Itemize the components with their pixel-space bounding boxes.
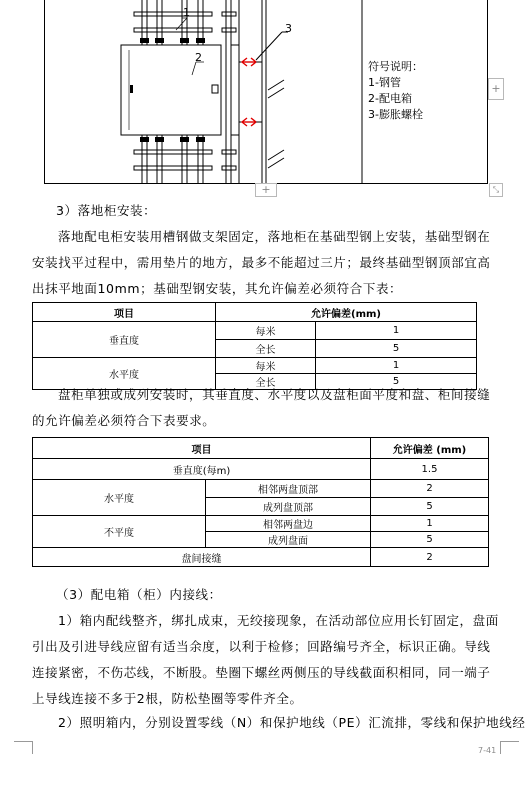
table1-cell: 全长: [216, 340, 316, 358]
table2-cell: 2: [371, 480, 489, 498]
base-steel-tolerance-table: [32, 302, 477, 390]
resize-icon: ⤡: [492, 185, 500, 194]
table2-cell: 5: [371, 498, 489, 516]
add-column-button[interactable]: [488, 78, 504, 100]
table2-row-seam: 盘间接缝: [33, 548, 371, 567]
legend-item-steel-pipe: 1-钢管: [368, 76, 401, 89]
callout-3: 3: [285, 22, 292, 35]
legend-item-expansion-bolt: 3-膨胀螺栓: [368, 108, 423, 121]
table2-header-item: 项目: [33, 438, 371, 459]
figure-legend: [368, 59, 423, 123]
table1-cell: 5: [316, 374, 477, 390]
wiring-heading: （3）配电箱（柜）内接线：: [56, 587, 222, 602]
legend-title: 符号说明：: [368, 60, 423, 73]
legend-item-distribution-box: 2-配电箱: [368, 92, 412, 105]
table1-cell: 全长: [216, 374, 316, 390]
page-corner-mark-right: [500, 741, 519, 754]
table2-cell: 1: [371, 516, 489, 532]
cabinet-tolerance-table: [32, 437, 489, 567]
table1-group-vertical: 垂直度: [33, 322, 216, 358]
table2-cell: 5: [371, 532, 489, 548]
table2-header-tolerance: 允许偏差 (mm): [371, 438, 489, 459]
distribution-box-front: [121, 45, 221, 135]
callout-1: 1: [183, 6, 190, 19]
table1-header-tolerance: 允许偏差(mm): [216, 303, 477, 322]
table2-cell: 成列盘面: [206, 532, 371, 548]
table2-cell: 1.5: [371, 459, 489, 480]
table2-row-vertical: 垂直度(每m): [33, 459, 371, 480]
callout-2: 2: [195, 51, 202, 64]
wiring-paragraph-1: 1）箱内配线整齐，绑扎成束，无绞接现象，在活动部位应用长钉固定，盘面引出及引进导线应留有适当余度，以利于检修；回路编号齐全，标识正确。导线连接紧密，不伤芯线，不断股。垫圈下螺丝两侧压的导线截面积相同，同一端子上导线连接不多于2根，防松垫圈等零件齐全。: [32, 613, 499, 706]
table1-cell: 每米: [216, 322, 316, 340]
plus-icon: +: [261, 183, 271, 196]
page-number: 7-41: [478, 746, 497, 755]
table1-group-level: 水平度: [33, 358, 216, 390]
cabinet-tolerance-text: 盘柜单独或成列安装时，其垂直度、水平度以及盘柜面平度和盘、柜间接缝的允许偏差必须符合下表要求。: [32, 387, 491, 428]
table2-group-flatness: 不平度: [33, 516, 206, 548]
page-corner-mark-left: [14, 741, 33, 754]
wiring-paragraph-2: 2）照明箱内，分别设置零线（N）和保护地线（PE）汇流排，零线和保护地线经: [58, 715, 526, 730]
table2-cell: 成列盘顶部: [206, 498, 371, 516]
table2-cell: 相邻两盘顶部: [206, 480, 371, 498]
table2-cell: 2: [371, 548, 489, 567]
table1-cell: 每米: [216, 358, 316, 374]
table1-cell: 1: [316, 322, 477, 340]
plus-icon: +: [491, 82, 501, 95]
table2-cell: 相邻两盘边: [206, 516, 371, 532]
table1-cell: 5: [316, 340, 477, 358]
add-row-button[interactable]: [255, 183, 277, 197]
section3-text: 落地配电柜安装用槽钢做支架固定，落地柜在基础型钢上安装，基础型钢在安装找平过程中，需用垫片的地方，最多不能超过三片；最终基础型钢顶部宜高出抹平地面10mm；基础型钢安装，其允许偏差必须符合下表：: [32, 229, 491, 296]
table2-group-level: 水平度: [33, 480, 206, 516]
table1-cell: 1: [316, 358, 477, 374]
section3-heading: 3）落地柜安装：: [56, 203, 157, 218]
table1-header-item: 项目: [33, 303, 216, 322]
resize-handle[interactable]: [489, 183, 503, 197]
